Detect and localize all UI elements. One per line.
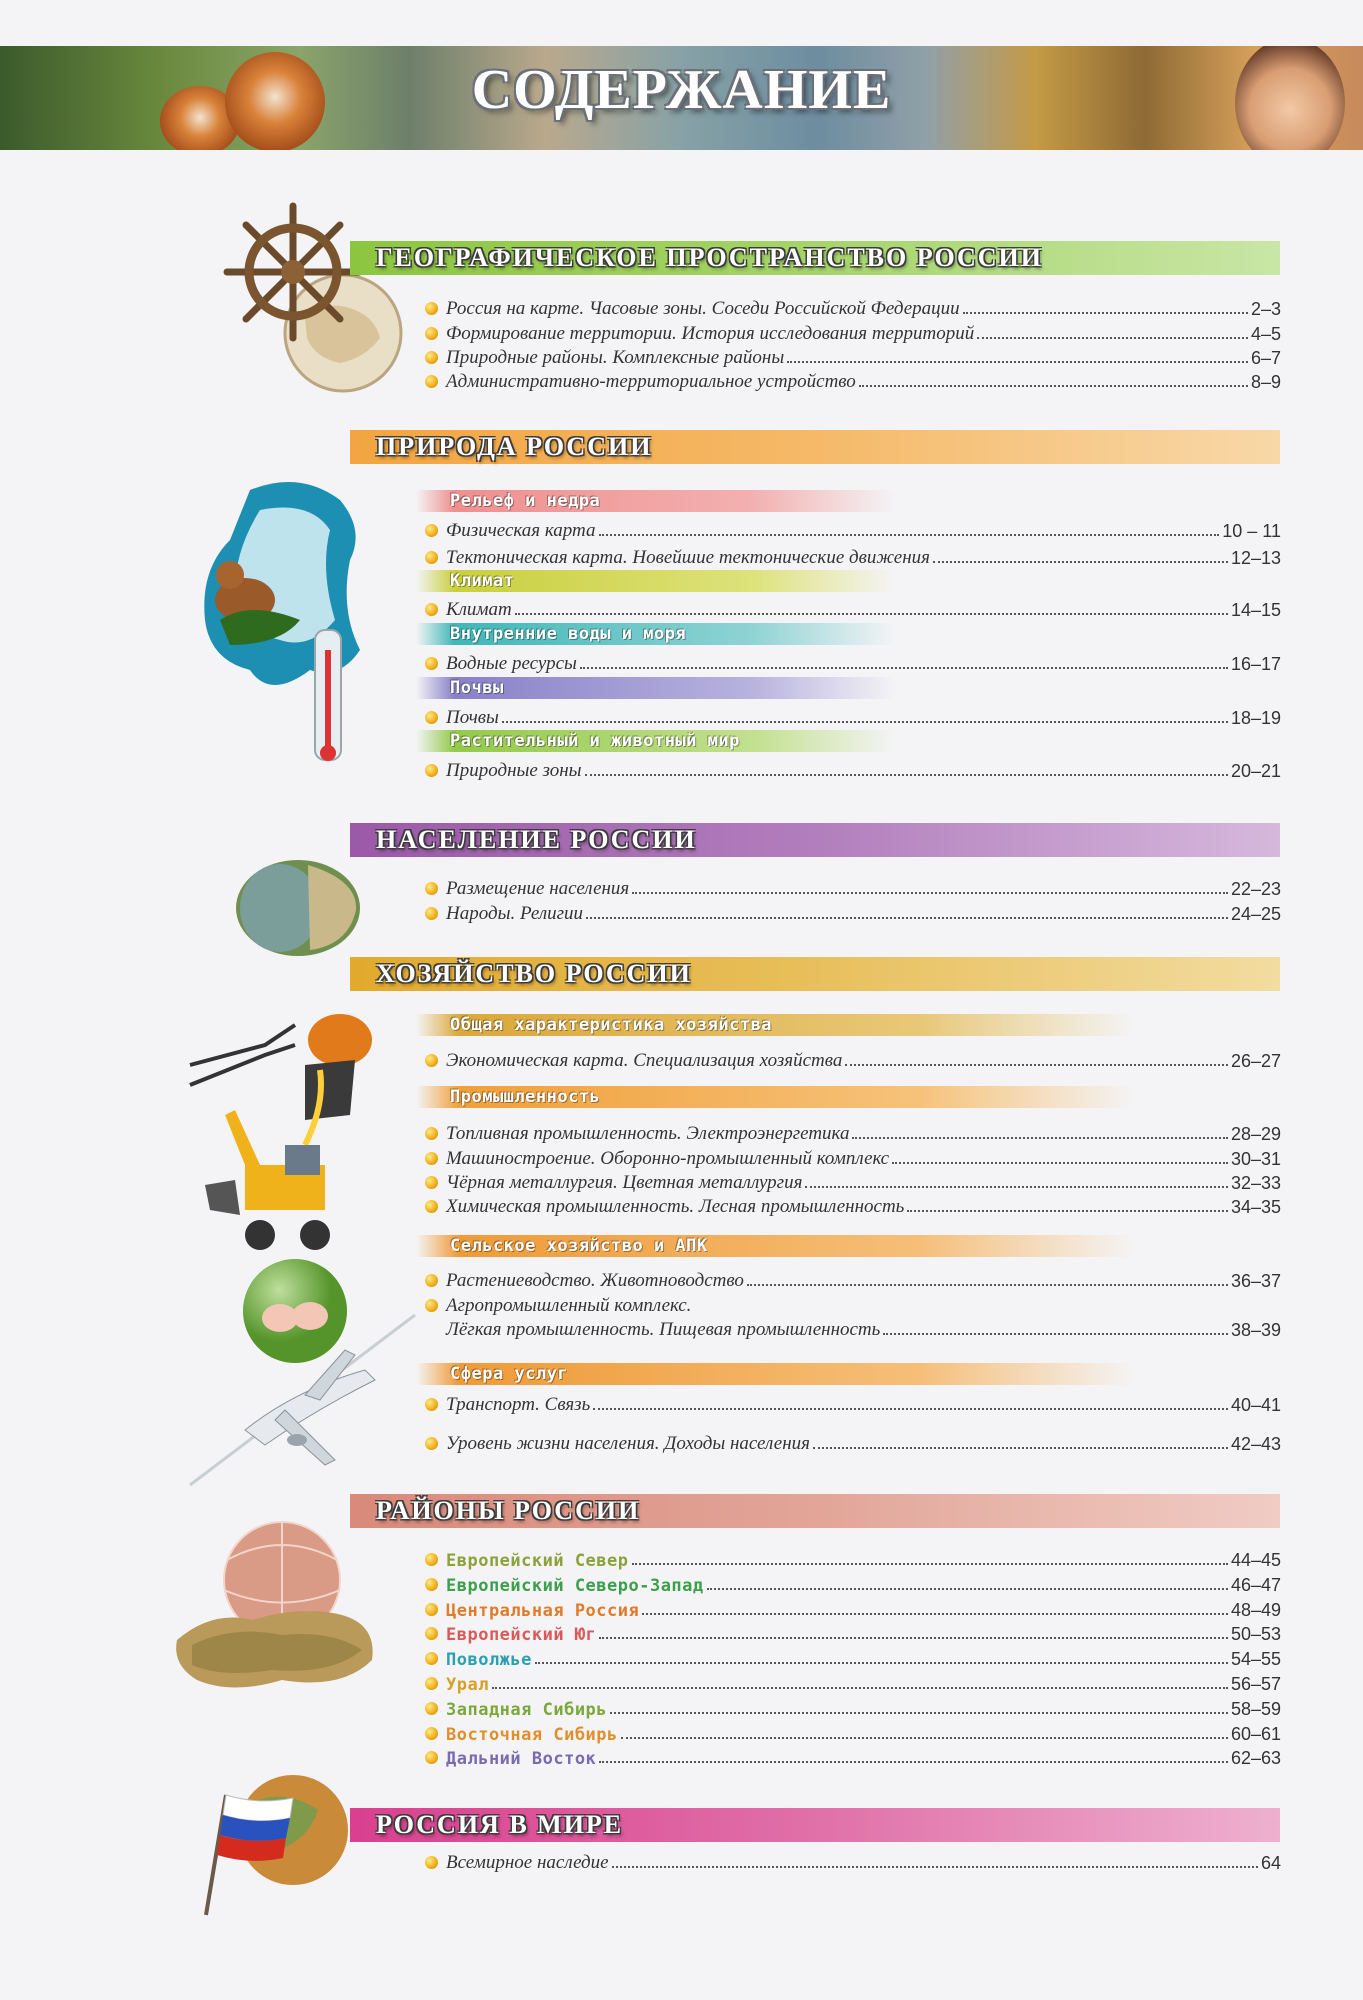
dot-leader <box>907 1210 1228 1212</box>
toc-entry-pages: 18–19 <box>1230 708 1281 728</box>
dot-leader <box>845 1064 1228 1066</box>
toc-entry[interactable] <box>425 345 1281 369</box>
bullet-icon <box>425 302 438 315</box>
dot-leader <box>892 1162 1228 1164</box>
toc-entry[interactable] <box>425 1392 1281 1416</box>
toc-entry-pages: 58–59 <box>1230 1699 1281 1719</box>
section-title-regions: РАЙОНЫ РОССИИ <box>376 1496 641 1525</box>
toc-entry[interactable] <box>425 1146 1281 1170</box>
dot-leader <box>883 1333 1228 1335</box>
subsection-title-waters: Внутренние воды и моря <box>450 624 687 644</box>
dot-leader <box>586 917 1228 919</box>
section-bar-regions <box>350 1494 1280 1528</box>
toc-entry-pages: 28–29 <box>1230 1124 1281 1144</box>
toc-entry-region[interactable] <box>425 1572 1281 1596</box>
toc-entry-label: Химическая промышленность. Лесная промышленность <box>446 1196 905 1217</box>
bullet-icon <box>425 1176 438 1189</box>
section-title-world: РОССИЯ В МИРЕ <box>376 1810 624 1839</box>
toc-entry-pages: 46–47 <box>1230 1575 1281 1595</box>
header-banner <box>0 46 1363 150</box>
section-title-economy: ХОЗЯЙСТВО РОССИИ <box>376 959 692 988</box>
dot-leader <box>593 1408 1228 1410</box>
regions-globe-map-icon <box>172 1520 382 1700</box>
toc-entry[interactable] <box>425 321 1281 345</box>
dot-leader <box>599 534 1220 536</box>
dot-leader <box>963 312 1248 314</box>
toc-entry[interactable] <box>425 651 1281 675</box>
dot-leader <box>515 613 1228 615</box>
toc-entry[interactable] <box>425 1293 1281 1317</box>
toc-entry-label: Лёгкая промышленность. Пищевая промышленность <box>446 1319 881 1340</box>
dot-leader <box>580 667 1228 669</box>
toc-entry-label: Западная Сибирь <box>446 1700 608 1720</box>
bullet-icon <box>425 1627 438 1640</box>
toc-entry-label: Природные районы. Комплексные районы <box>446 347 785 368</box>
dot-leader <box>585 774 1228 776</box>
toc-entry-label: Европейский Юг <box>446 1625 597 1645</box>
bullet-icon <box>425 1603 438 1616</box>
toc-entry-pages: 50–53 <box>1230 1624 1281 1644</box>
bullet-icon <box>425 1054 438 1067</box>
toc-entry-label: Всемирное наследие <box>446 1852 609 1873</box>
subsection-bar-relief <box>416 490 896 512</box>
bullet-icon <box>425 711 438 724</box>
toc-entry-label: Растениеводство. Животноводство <box>446 1270 744 1291</box>
bullet-icon <box>425 1299 438 1312</box>
bullet-icon <box>425 1751 438 1764</box>
industry-excavator-icon <box>185 1005 385 1255</box>
toc-entry-pages: 4–5 <box>1250 324 1281 344</box>
subsection-title-services: Сфера услуг <box>450 1364 569 1384</box>
toc-entry[interactable] <box>425 1170 1281 1194</box>
bullet-icon <box>425 375 438 388</box>
dot-leader <box>632 892 1228 894</box>
bullet-icon <box>425 882 438 895</box>
bullet-icon <box>425 657 438 670</box>
russia-flag-globe-icon <box>198 1770 358 1920</box>
section-bar-geo <box>350 241 1280 275</box>
toc-entry[interactable] <box>425 545 1281 569</box>
toc-entry-label: Урал <box>446 1675 489 1695</box>
dot-leader <box>977 337 1248 339</box>
toc-entry-pages: 36–37 <box>1230 1271 1281 1291</box>
toc-entry[interactable] <box>425 369 1281 393</box>
toc-entry-region[interactable] <box>425 1597 1281 1621</box>
subsection-bar-agri <box>416 1235 1136 1257</box>
toc-entry-label: Климат <box>446 599 512 620</box>
bullet-icon <box>425 1652 438 1665</box>
toc-entry-region[interactable] <box>425 1745 1281 1769</box>
dot-leader <box>933 561 1228 563</box>
toc-entry-pages: 62–63 <box>1230 1748 1281 1768</box>
toc-entry-region[interactable] <box>425 1646 1281 1670</box>
dot-leader <box>535 1662 1228 1664</box>
bullet-icon <box>425 1274 438 1287</box>
section-title-population: НАСЕЛЕНИЕ РОССИИ <box>376 825 697 854</box>
subsection-bar-waters <box>416 623 896 645</box>
bullet-icon <box>425 327 438 340</box>
toc-entry-label: Центральная Россия <box>446 1601 640 1621</box>
dot-leader <box>621 1737 1228 1739</box>
toc-entry-pages: 10 – 11 <box>1222 521 1281 541</box>
dot-leader <box>805 1186 1228 1188</box>
bullet-icon <box>425 351 438 364</box>
toc-entry[interactable] <box>425 1194 1281 1218</box>
dot-leader <box>492 1687 1228 1689</box>
bullet-icon <box>425 1398 438 1411</box>
toc-entry-pages: 34–35 <box>1230 1197 1281 1217</box>
subsection-bar-industry <box>416 1086 1136 1108</box>
bullet-icon <box>425 1553 438 1566</box>
toc-entry[interactable] <box>425 1048 1281 1072</box>
subsection-title-flora: Растительный и животный мир <box>450 731 740 751</box>
subsection-bar-services <box>416 1363 1136 1385</box>
toc-entry-pages: 20–21 <box>1230 761 1281 781</box>
dot-leader <box>787 361 1248 363</box>
dot-leader <box>813 1447 1228 1449</box>
dot-leader <box>599 1637 1228 1639</box>
toc-entry-pages: 30–31 <box>1230 1149 1281 1169</box>
toc-entry-label: Европейский Север <box>446 1551 629 1571</box>
toc-entry-label: Экономическая карта. Специализация хозяйства <box>446 1050 843 1071</box>
dot-leader <box>852 1137 1227 1139</box>
bullet-icon <box>425 551 438 564</box>
toc-entry-label: Чёрная металлургия. Цветная металлургия <box>446 1172 803 1193</box>
section-bar-economy <box>350 957 1280 991</box>
toc-entry-region[interactable] <box>425 1621 1281 1645</box>
toc-entry-pages: 60–61 <box>1230 1724 1281 1744</box>
bullet-icon <box>425 524 438 537</box>
dot-leader <box>859 385 1248 387</box>
toc-entry[interactable] <box>425 1850 1281 1874</box>
toc-entry[interactable] <box>425 758 1281 782</box>
toc-entry-label: Поволжье <box>446 1650 532 1670</box>
toc-entry-pages: 48–49 <box>1230 1600 1281 1620</box>
toc-entry-region[interactable] <box>425 1671 1281 1695</box>
toc-entry-region[interactable] <box>425 1696 1281 1720</box>
toc-entry-label: Уровень жизни населения. Доходы населения <box>446 1433 810 1454</box>
toc-entry[interactable] <box>425 901 1281 925</box>
subsection-title-climate: Климат <box>450 571 515 591</box>
bullet-icon <box>425 1127 438 1140</box>
toc-entry-label: Восточная Сибирь <box>446 1725 618 1745</box>
toc-entry-pages: 2–3 <box>1250 299 1281 319</box>
toc-entry-label: Размещение населения <box>446 878 630 899</box>
toc-entry-label: Россия на карте. Часовые зоны. Соседи Российской Федерации <box>446 298 960 319</box>
toc-entry-pages: 14–15 <box>1230 600 1281 620</box>
toc-entry-label: Транспорт. Связь <box>446 1394 591 1415</box>
toc-entry-label: Европейский Северо-Запад <box>446 1576 704 1596</box>
toc-entry-label: Машиностроение. Оборонно-промышленный комплекс <box>446 1148 890 1169</box>
bullet-icon <box>425 1856 438 1869</box>
section-bar-population <box>350 823 1280 857</box>
bullet-icon <box>425 1152 438 1165</box>
dot-leader <box>612 1866 1258 1868</box>
toc-entry[interactable] <box>425 1121 1281 1145</box>
dot-leader <box>610 1712 1228 1714</box>
toc-entry-label: Топливная промышленность. Электроэнергетика <box>446 1123 850 1144</box>
subsection-bar-climate <box>416 570 896 592</box>
toc-entry-pages: 38–39 <box>1230 1320 1281 1340</box>
bullet-icon <box>425 1727 438 1740</box>
bullet-icon <box>425 907 438 920</box>
toc-entry-label: Почвы <box>446 707 499 728</box>
dot-leader <box>642 1613 1228 1615</box>
toc-entry-label: Дальний Восток <box>446 1749 597 1769</box>
subsection-bar-flora <box>416 730 896 752</box>
toc-entry-continuation[interactable] <box>446 1317 1281 1341</box>
toc-entry[interactable] <box>425 1268 1281 1292</box>
toc-entry[interactable] <box>425 705 1281 729</box>
toc-entry[interactable] <box>425 296 1281 320</box>
dot-leader <box>632 1563 1228 1565</box>
toc-entry-pages: 40–41 <box>1230 1395 1281 1415</box>
section-bar-nature <box>350 430 1280 464</box>
russia-map-squirrel-icon <box>190 470 390 770</box>
toc-entry-pages: 24–25 <box>1230 904 1281 924</box>
toc-entry[interactable] <box>425 876 1281 900</box>
subsection-title-agri: Сельское хозяйство и АПК <box>450 1236 708 1256</box>
airplane-icon <box>185 1310 425 1490</box>
toc-entry-region[interactable] <box>425 1547 1281 1571</box>
subsection-bar-general <box>416 1014 1136 1036</box>
toc-entry-pages: 56–57 <box>1230 1674 1281 1694</box>
toc-entry-pages: 12–13 <box>1230 548 1281 568</box>
bullet-icon <box>425 1200 438 1213</box>
toc-entry-label: Административно-территориальное устройство <box>446 371 856 392</box>
section-title-nature: ПРИРОДА РОССИИ <box>376 432 653 461</box>
toc-entry-region[interactable] <box>425 1721 1281 1745</box>
toc-entry[interactable] <box>425 518 1281 542</box>
toc-entry-label: Агропромышленный комплекс. <box>446 1295 692 1316</box>
toc-entry-pages: 22–23 <box>1230 879 1281 899</box>
toc-entry[interactable] <box>425 1431 1281 1455</box>
bullet-icon <box>425 1578 438 1591</box>
toc-entry-label: Тектоническая карта. Новейшие тектонические движения <box>446 547 930 568</box>
subsection-title-industry: Промышленность <box>450 1087 601 1107</box>
toc-entry-label: Народы. Религии <box>446 903 584 924</box>
toc-entry-pages: 54–55 <box>1230 1649 1281 1669</box>
page-title: СОДЕРЖАНИЕ <box>471 59 892 121</box>
toc-entry-pages: 8–9 <box>1250 372 1281 392</box>
toc-entry-label: Водные ресурсы <box>446 653 577 674</box>
toc-entry-label: Формирование территории. История исследования территорий <box>446 323 975 344</box>
toc-entry-pages: 44–45 <box>1230 1550 1281 1570</box>
subsection-bar-soils <box>416 677 896 699</box>
section-bar-world <box>350 1808 1280 1842</box>
subsection-title-general: Общая характеристика хозяйства <box>450 1015 773 1035</box>
bullet-icon <box>425 1677 438 1690</box>
dot-leader <box>707 1588 1228 1590</box>
toc-entry-label: Физическая карта <box>446 520 596 541</box>
bullet-icon <box>425 1437 438 1450</box>
bullet-icon <box>425 603 438 616</box>
toc-entry-pages: 32–33 <box>1230 1173 1281 1193</box>
toc-entry-pages: 64 <box>1260 1853 1281 1873</box>
population-sphere-icon <box>228 850 368 960</box>
dot-leader <box>599 1761 1228 1763</box>
subsection-title-soils: Почвы <box>450 678 504 698</box>
bullet-icon <box>425 1702 438 1715</box>
toc-entry-label: Природные зоны <box>446 760 582 781</box>
ship-wheel-icon <box>215 198 415 398</box>
toc-entry-pages: 26–27 <box>1230 1051 1281 1071</box>
toc-entry[interactable] <box>425 597 1281 621</box>
toc-entry-pages: 16–17 <box>1230 654 1281 674</box>
dot-leader <box>747 1284 1228 1286</box>
toc-entry-pages: 42–43 <box>1230 1434 1281 1454</box>
toc-entry-pages: 6–7 <box>1250 348 1281 368</box>
section-title-geo: ГЕОГРАФИЧЕСКОЕ ПРОСТРАНСТВО РОССИИ <box>376 243 1043 272</box>
dot-leader <box>502 721 1228 723</box>
subsection-title-relief: Рельеф и недра <box>450 491 601 511</box>
bullet-icon <box>425 764 438 777</box>
